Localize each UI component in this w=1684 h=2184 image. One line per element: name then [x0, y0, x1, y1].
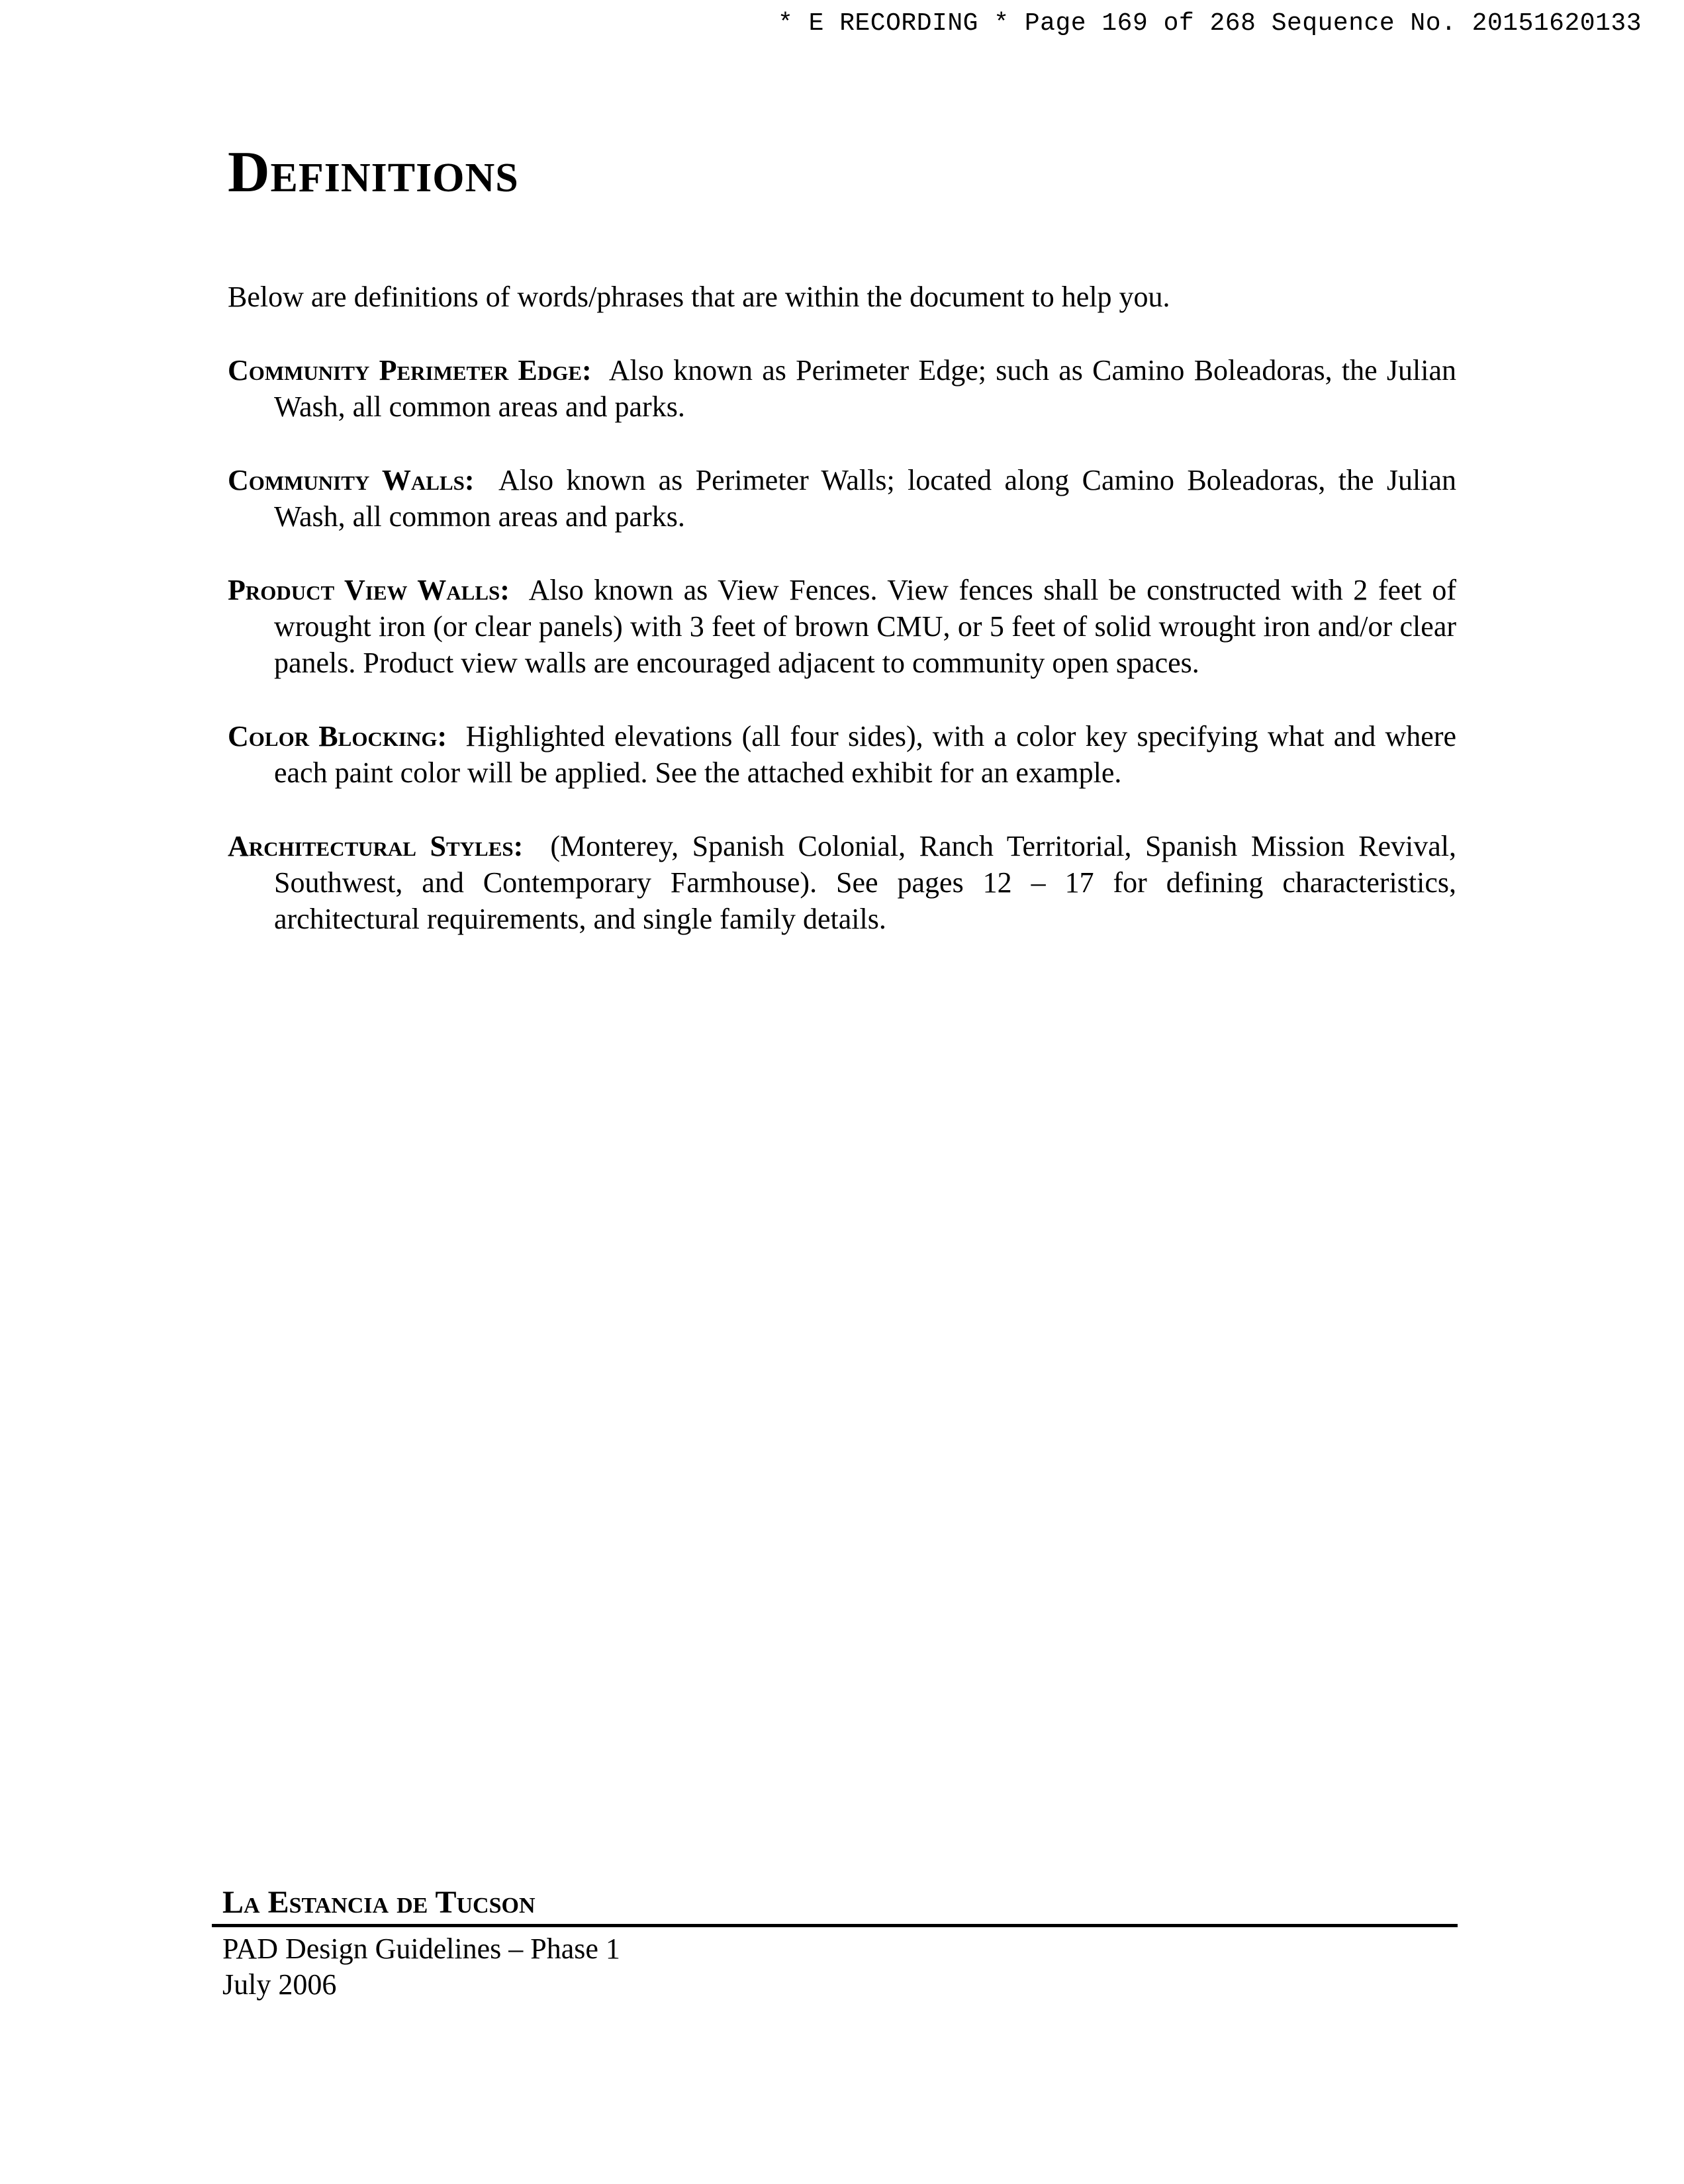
definitions-list: [228, 352, 1456, 974]
definition-community-walls: [228, 462, 1456, 535]
definition-text: (Monterey, Spanish Colonial, Ranch Territorial, Spanish Mission Revival, Southwest, and Contemporary Farmhouse). See pages 12 – 17 for defining characteristics, architectural requirements, and single family details.: [274, 830, 1457, 935]
definition-term: Architectural Styles:: [228, 830, 524, 862]
definition-architectural-styles: [228, 828, 1456, 937]
definition-term: Product View Walls:: [228, 574, 510, 606]
footer-date: July 2006: [222, 1968, 337, 2001]
definition-community-perimeter-edge: [228, 352, 1456, 425]
intro-paragraph: Below are definitions of words/phrases that are within the document to help you.: [228, 281, 1170, 313]
definition-text: Also known as View Fences. View fences shall be constructed with 2 feet of wrought iron (or clear panels) with 3 feet of brown CMU, or 5 feet of solid wrought iron and/or clear panels. Product view walls are encouraged adjacent to community open spaces.: [274, 574, 1456, 679]
definition-term: Color Blocking:: [228, 720, 447, 752]
definition-text: Also known as Perimeter Walls; located along Camino Boleadoras, the Julian Wash, all common areas and parks.: [274, 464, 1457, 533]
recording-header: * E RECORDING * Page 169 of 268 Sequence No. 20151620133: [777, 9, 1642, 38]
definition-product-view-walls: [228, 572, 1456, 681]
definition-term: Community Perimeter Edge:: [228, 354, 592, 387]
definition-text: Also known as Perimeter Edge; such as Camino Boleadoras, the Julian Wash, all common areas and parks.: [274, 354, 1456, 423]
definition-text: Highlighted elevations (all four sides), with a color key specifying what and where each paint color will be applied. See the attached exhibit for an example.: [274, 720, 1457, 789]
definition-color-blocking: [228, 718, 1456, 791]
footer-divider: [212, 1924, 1458, 1927]
page-title: Definitions: [228, 140, 519, 205]
footer-project-name: La Estancia de Tucson: [222, 1885, 536, 1920]
footer-document-title: PAD Design Guidelines – Phase 1: [222, 1933, 620, 1965]
definition-term: Community Walls:: [228, 464, 475, 496]
